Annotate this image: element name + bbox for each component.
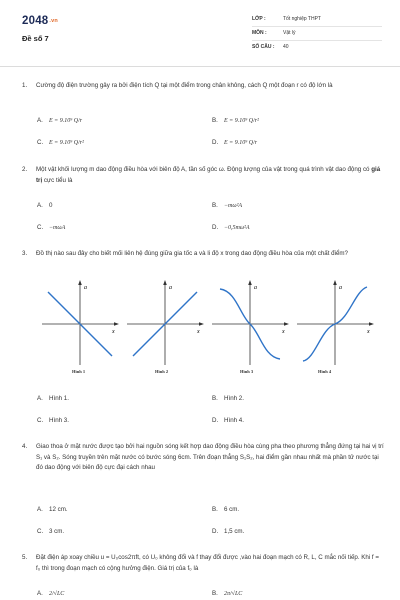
option-text: −0,5mω²A: [224, 225, 250, 231]
y-axis-arrow: [333, 280, 337, 285]
option-letter: C.: [37, 528, 44, 535]
option-5b[interactable]: [212, 589, 242, 599]
question-number: 2.: [22, 166, 28, 173]
option-letter: A.: [37, 117, 43, 124]
option-letter: A.: [37, 506, 43, 513]
option-text: 6 cm.: [224, 506, 240, 513]
option-1a[interactable]: [37, 116, 82, 126]
x-axis-label: x: [112, 329, 115, 335]
question-number: 1.: [22, 82, 28, 89]
option-letter: C.: [37, 139, 44, 146]
question-text-part: cực tiểu là: [42, 176, 73, 184]
x-axis-label: x: [367, 329, 370, 335]
option-4a[interactable]: [37, 505, 68, 514]
figure-4: [295, 277, 375, 369]
option-1d[interactable]: [212, 138, 257, 148]
exam-header: [0, 0, 400, 66]
question-text-part: Một vật khối lượng m dao động điều hòa với biên độ A, tần số góc ω. Động lượng của vật trong quá trình vật dao động có: [36, 166, 372, 173]
option-text: 1,5 cm.: [224, 528, 245, 535]
x-axis-arrow: [114, 322, 119, 326]
question-text: Cường độ điện trường gây ra bởi điện tích Q tại một điểm trong chân không, cách Q một đoạn r có độ lớn là: [36, 82, 333, 89]
option-text: 0: [49, 202, 53, 209]
meta-value: Vật lý: [283, 30, 296, 36]
header-divider: [0, 66, 400, 67]
logo-suffix: .vn: [49, 17, 58, 24]
y-axis-arrow: [163, 280, 167, 285]
question-1: [22, 81, 384, 105]
question-number: 5.: [22, 554, 28, 561]
option-3b[interactable]: [212, 394, 244, 403]
figure-3: [210, 277, 290, 369]
option-text: 2/√LC: [49, 591, 65, 597]
option-text: 12 cm.: [49, 506, 68, 513]
option-letter: A.: [37, 202, 43, 209]
question-5: [22, 553, 384, 577]
figure-1: [40, 277, 120, 369]
option-3c[interactable]: [37, 416, 69, 425]
figure-caption: Hình 1: [72, 369, 86, 374]
option-5a[interactable]: [37, 589, 64, 599]
option-letter: A.: [37, 590, 43, 597]
option-text: Hình 1.: [49, 395, 69, 402]
option-text: E = 9.10⁹ Q/r²: [49, 140, 84, 146]
y-axis-label: a: [84, 285, 87, 291]
meta-label: LỚP :: [252, 16, 266, 22]
question-text: Giao thoa ở mặt nước được tạo bởi hai nguồn sóng kết hợp dao động điều hòa cùng pha theo phương thẳng đứng tại hai vị trí S₁ và S₂. Sóng truyền trên mặt nước có bước sóng 6cm. Trên đoạn thẳng S₁S₂, hai điểm gần nhau nhất mà phần tử nước tại đó dao động với biên độ cực đại cách nhau: [36, 443, 384, 471]
y-axis-label: a: [169, 285, 172, 291]
option-text: Hình 3.: [49, 417, 69, 424]
option-2c[interactable]: [37, 223, 65, 233]
x-axis-arrow: [199, 322, 204, 326]
figure-caption: Hình 3: [240, 369, 254, 374]
question-4: [22, 442, 384, 490]
y-axis-arrow: [248, 280, 252, 285]
option-2d[interactable]: [212, 223, 250, 233]
option-text: 3 cm.: [49, 528, 65, 535]
meta-label: SỐ CÂU :: [252, 44, 275, 50]
meta-value: 40: [283, 44, 289, 50]
question-text-emphasis: giá trị: [36, 166, 381, 184]
option-2a[interactable]: [37, 201, 52, 210]
figure-2: [125, 277, 205, 369]
option-letter: B.: [212, 506, 218, 513]
question-2: [22, 165, 384, 189]
exam-title: Đề số 7: [22, 34, 49, 43]
x-axis-label: x: [282, 329, 285, 335]
meta-subject: [252, 30, 382, 41]
y-axis-arrow: [78, 280, 82, 285]
option-letter: B.: [212, 395, 218, 402]
option-text: Hình 2.: [224, 395, 244, 402]
option-text: −mωA: [49, 225, 66, 231]
x-axis-arrow: [284, 322, 289, 326]
y-axis-label: a: [339, 285, 342, 291]
logo-text: 2048: [22, 15, 49, 27]
option-letter: C.: [37, 417, 44, 424]
option-letter: D.: [212, 224, 219, 231]
option-4d[interactable]: [212, 527, 244, 536]
meta-question-count: [252, 44, 382, 55]
option-text: −mω²A: [224, 203, 243, 209]
option-letter: B.: [212, 590, 218, 597]
option-text: E = 9.10⁹ Q/r: [224, 140, 258, 146]
option-letter: D.: [212, 528, 219, 535]
question-3: [22, 249, 384, 273]
option-letter: D.: [212, 417, 219, 424]
question-text: [36, 165, 384, 186]
meta-label: MÔN :: [252, 30, 267, 36]
option-3d[interactable]: [212, 416, 244, 425]
question-text: Đặt điện áp xoay chiều u = U₀cos2πft, có U₀ không đổi và f thay đổi được ,vào hai đoạn mạch có R, L, C mắc nối tiếp. Khi f = f₀ thì trong đoạn mạch có cộng hưởng điện. Giá trị của f₀ là: [36, 554, 379, 572]
option-letter: D.: [212, 139, 219, 146]
site-logo[interactable]: [22, 15, 58, 27]
option-1b[interactable]: [212, 116, 259, 126]
question-number: 4.: [22, 443, 28, 450]
figure-caption: Hình 4: [318, 369, 332, 374]
option-3a[interactable]: [37, 394, 69, 403]
option-text: Hình 4.: [224, 417, 244, 424]
option-4c[interactable]: [37, 527, 64, 536]
option-4b[interactable]: [212, 505, 239, 514]
meta-class: [252, 16, 382, 27]
option-letter: B.: [212, 202, 218, 209]
option-letter: B.: [212, 117, 218, 124]
option-1c[interactable]: [37, 138, 84, 148]
question-number: 3.: [22, 250, 28, 257]
x-axis-arrow: [369, 322, 374, 326]
option-text: E = 9.10⁹ Q/r: [49, 118, 83, 124]
option-text: E = 9.10⁹ Q/r²: [224, 118, 259, 124]
x-axis-label: x: [197, 329, 200, 335]
question-text: Đồ thị nào sau đây cho biết mối liên hệ đúng giữa gia tốc a và li độ x trong dao động điều hòa của một chất điểm?: [36, 250, 349, 257]
option-text: 2π/√LC: [224, 591, 243, 597]
option-letter: A.: [37, 395, 43, 402]
meta-value: Tốt nghiệp THPT: [283, 16, 321, 22]
figure-caption: Hình 2: [155, 369, 169, 374]
option-letter: C.: [37, 224, 44, 231]
option-2b[interactable]: [212, 201, 242, 211]
y-axis-label: a: [254, 285, 257, 291]
